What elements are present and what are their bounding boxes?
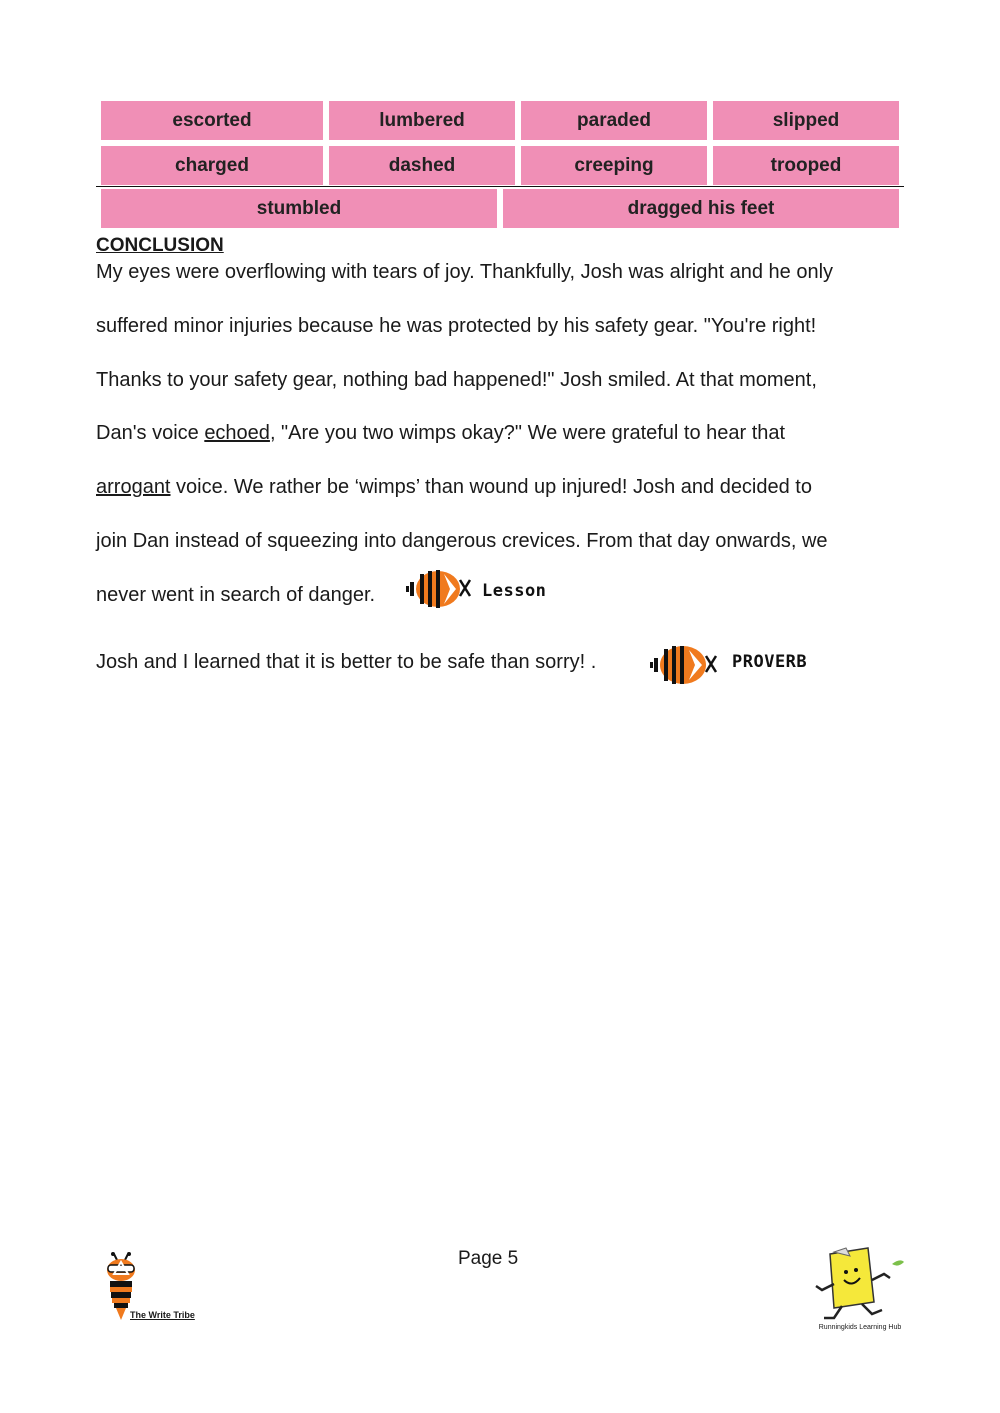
- runningkids-logo: [812, 1244, 908, 1344]
- bee-icon: [648, 641, 720, 689]
- text-span: Dan's voice: [96, 422, 205, 444]
- word-cell: trooped: [713, 146, 899, 185]
- paragraph-line: suffered minor injuries because he was protected by his safety gear. "You're right!: [96, 315, 817, 337]
- proverb-label: PROVERB: [732, 652, 808, 672]
- word-cell: escorted: [101, 101, 323, 140]
- page-number: Page 5: [458, 1248, 519, 1269]
- bee-icon: [404, 566, 474, 612]
- paragraph-line: never went in search of danger.: [96, 584, 376, 606]
- conclusion-heading: CONCLUSION: [96, 235, 224, 256]
- text-span: voice. We rather be ‘wimps’ than wound up injured! Josh and decided to: [170, 476, 812, 498]
- text-span: , "Are you two wimps okay?" We were grateful to hear that: [269, 422, 786, 444]
- left-logo-text: The Write Tribe: [130, 1310, 195, 1320]
- word-cell: lumbered: [329, 101, 515, 140]
- lesson-label: Lesson: [482, 581, 547, 601]
- word-cell: dragged his feet: [503, 189, 899, 228]
- word-cell: creeping: [521, 146, 707, 185]
- paragraph-line: join Dan instead of squeezing into dangerous crevices. From that day onwards, we: [96, 530, 828, 552]
- paragraph-line: Thanks to your safety gear, nothing bad happened!" Josh smiled. At that moment,: [96, 369, 817, 391]
- word-cell: charged: [101, 146, 323, 185]
- word-cell: paraded: [521, 101, 707, 140]
- paragraph-line: My eyes were overflowing with tears of joy. Thankfully, Josh was alright and he only: [96, 261, 834, 283]
- running-book-icon: [812, 1244, 908, 1326]
- table-divider: [96, 186, 904, 187]
- write-tribe-logo: [98, 1250, 208, 1330]
- underlined-word: echoed: [204, 422, 270, 444]
- word-cell: stumbled: [101, 189, 497, 228]
- paragraph-line: Josh and I learned that it is better to be safe than sorry! .: [96, 651, 597, 673]
- word-cell: slipped: [713, 101, 899, 140]
- paragraph-line: [96, 422, 785, 445]
- right-logo-text: Runningkids Learning Hub: [818, 1324, 902, 1331]
- underlined-word: arrogant: [96, 476, 171, 498]
- paragraph-line: [96, 476, 812, 499]
- word-cell: dashed: [329, 146, 515, 185]
